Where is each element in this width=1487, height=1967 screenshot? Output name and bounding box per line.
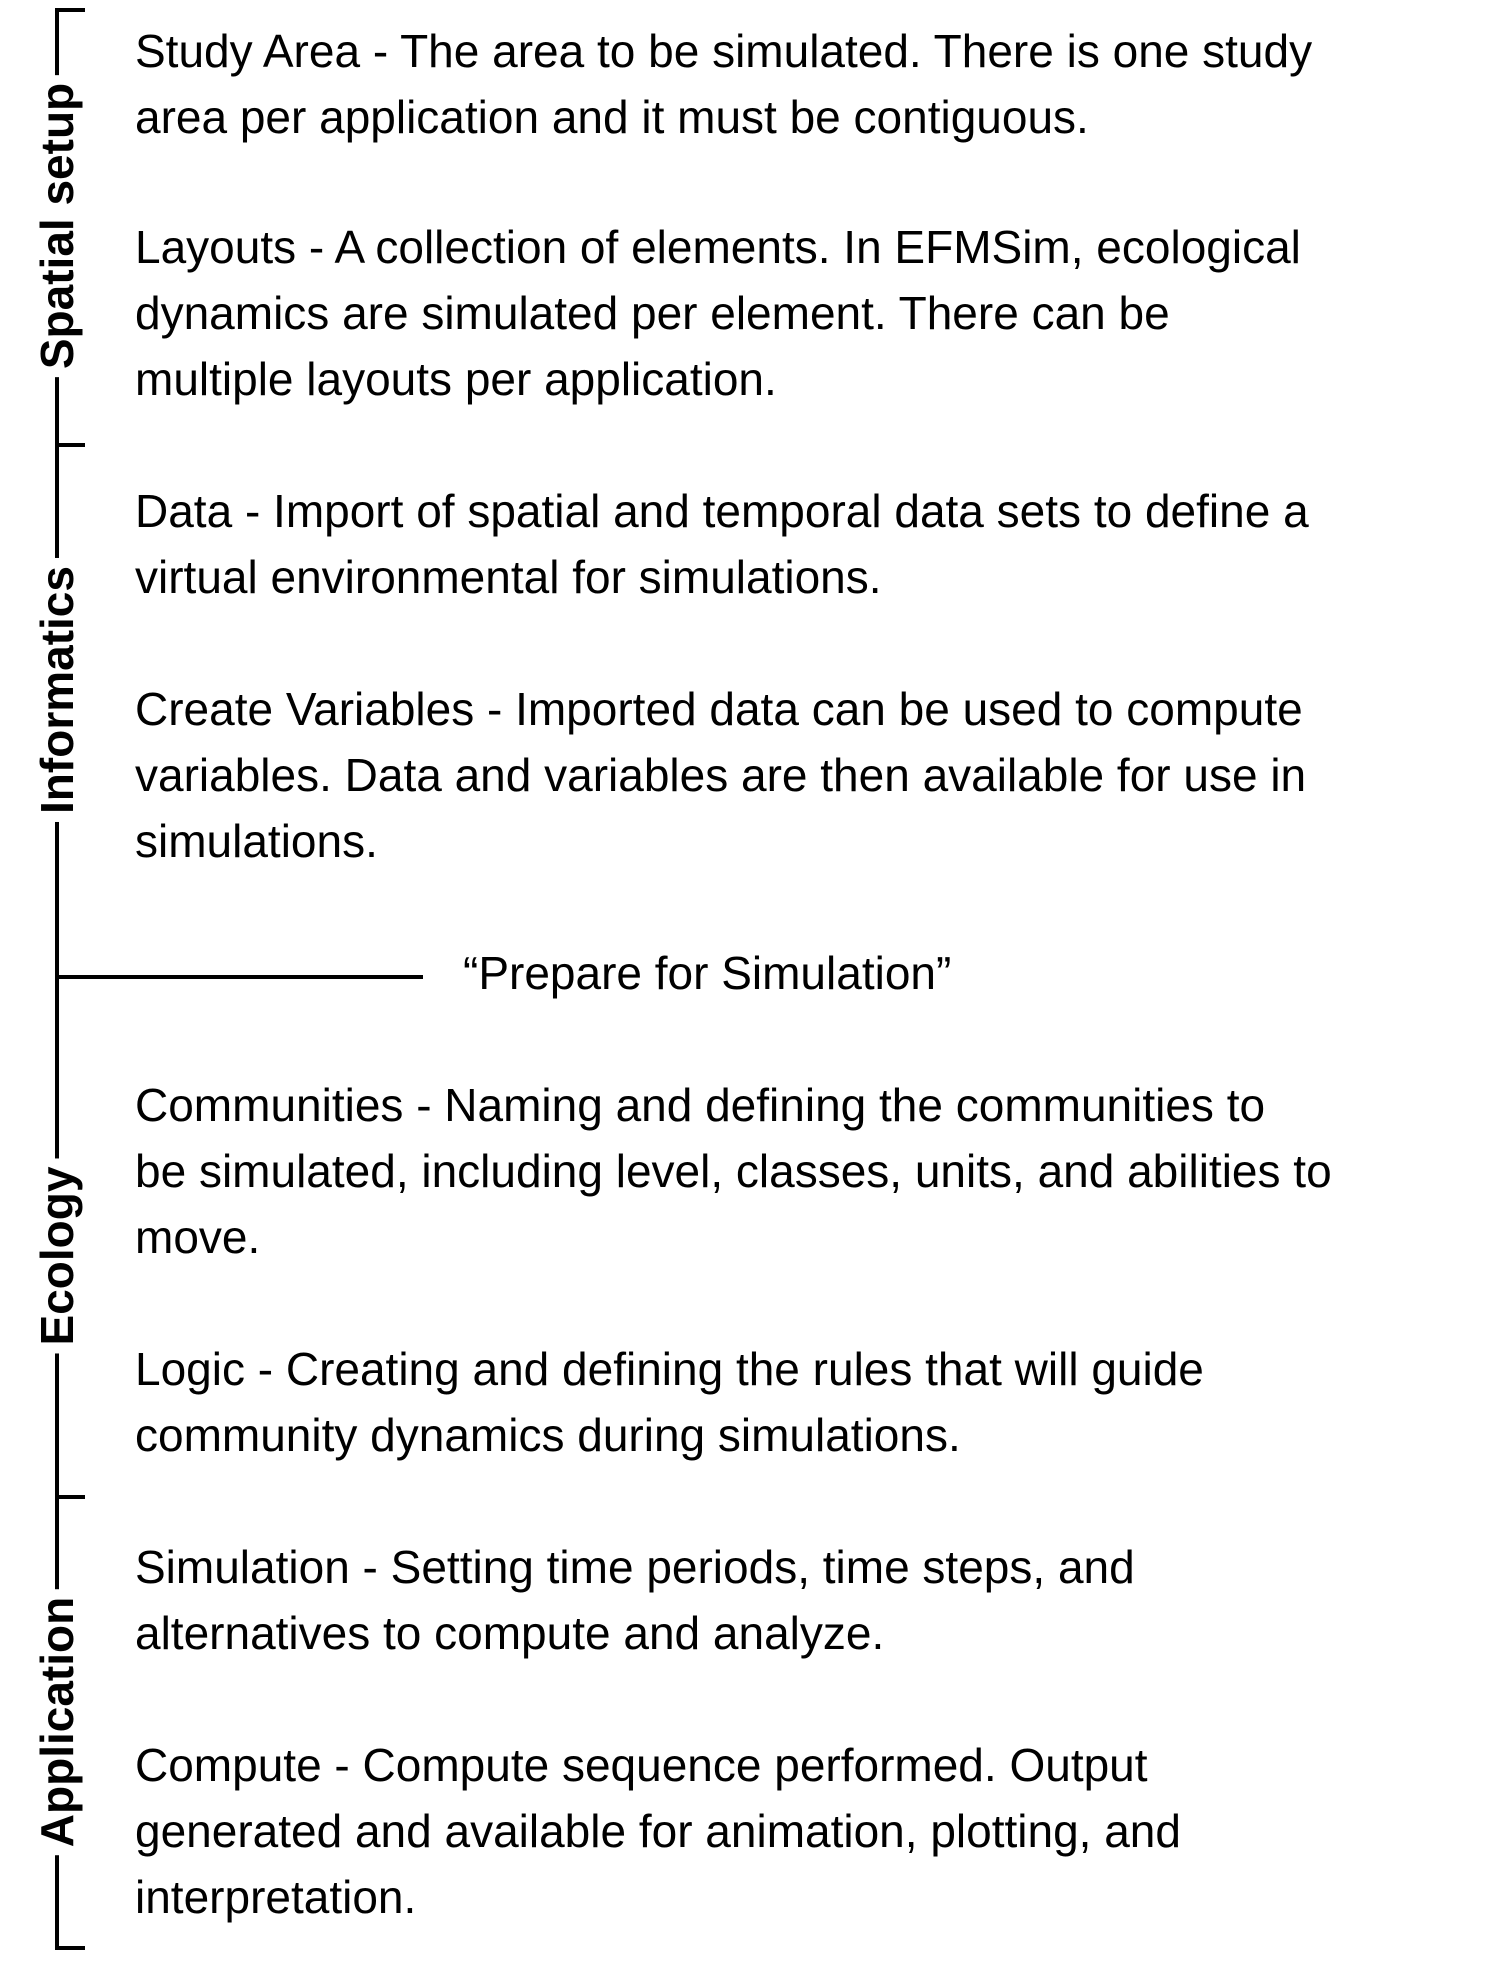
item-line: Data - Import of spatial and temporal data sets to define a xyxy=(135,485,1309,537)
item-line: simulations. xyxy=(135,815,378,867)
item-line: alternatives to compute and analyze. xyxy=(135,1607,885,1659)
item-line: Study Area - The area to be simulated. There is one study xyxy=(135,25,1313,77)
section-label-ecology: Ecology xyxy=(34,1159,80,1354)
item-data xyxy=(135,478,1475,610)
bracket-tick-bottom xyxy=(55,1946,85,1950)
item-line: variables. Data and variables are then available for use in xyxy=(135,749,1307,801)
item-line: Simulation - Setting time periods, time steps, and xyxy=(135,1541,1135,1593)
section-label-spatial-setup: Spatial setup xyxy=(34,75,80,377)
item-layouts xyxy=(135,214,1475,412)
item-communities xyxy=(135,1072,1475,1270)
item-compute xyxy=(135,1732,1475,1930)
item-line: move. xyxy=(135,1211,261,1263)
item-line: be simulated, including level, classes, units, and abilities to xyxy=(135,1145,1332,1197)
prepare-for-simulation-label: “Prepare for Simulation” xyxy=(463,947,952,999)
item-logic xyxy=(135,1336,1475,1468)
item-line: multiple layouts per application. xyxy=(135,353,777,405)
bracket-tick-ecology-application xyxy=(55,1495,85,1499)
bracket-tick-top xyxy=(55,8,85,12)
bracket-tick-spatial-informatics xyxy=(55,443,85,447)
item-simulation xyxy=(135,1534,1475,1666)
item-line: interpretation. xyxy=(135,1871,417,1923)
item-line: virtual environmental for simulations. xyxy=(135,551,882,603)
item-create-variables xyxy=(135,676,1475,874)
item-line: community dynamics during simulations. xyxy=(135,1409,961,1461)
prepare-connector-line xyxy=(55,975,423,979)
item-line: dynamics are simulated per element. There can be xyxy=(135,287,1170,339)
section-label-application: Application xyxy=(34,1589,80,1855)
item-line: Layouts - A collection of elements. In EFMSim, ecological xyxy=(135,221,1301,273)
item-study-area xyxy=(135,18,1475,150)
item-line: Create Variables - Imported data can be used to compute xyxy=(135,683,1303,735)
item-line: Communities - Naming and defining the communities to xyxy=(135,1079,1266,1131)
item-line: Logic - Creating and defining the rules that will guide xyxy=(135,1343,1204,1395)
item-line: generated and available for animation, plotting, and xyxy=(135,1805,1181,1857)
section-label-informatics: Informatics xyxy=(34,558,80,822)
item-line: Compute - Compute sequence performed. Output xyxy=(135,1739,1148,1791)
item-line: area per application and it must be contiguous. xyxy=(135,91,1089,143)
